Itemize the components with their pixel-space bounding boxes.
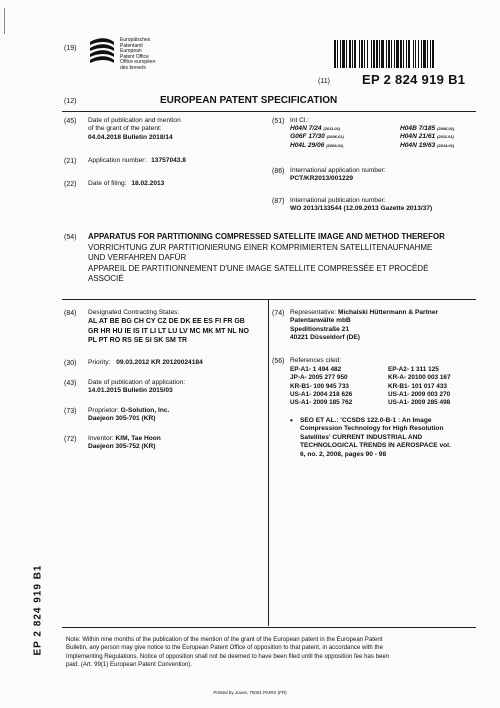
header-rule bbox=[62, 111, 476, 112]
inid-73: (73) bbox=[64, 408, 77, 415]
designated-states-line-2: GR HR HU IE IS IT LI LT LU LV MC MK MT NL NO bbox=[88, 327, 249, 335]
inid-87: (87) bbox=[272, 198, 285, 205]
office-line-6: des brevets bbox=[120, 64, 146, 71]
representative-name: Michalski Hüttermann & Partner bbox=[338, 309, 439, 316]
side-publication-number-text: EP 2 824 919 B1 bbox=[32, 564, 44, 656]
intl-publication-field bbox=[290, 197, 432, 214]
reference-row bbox=[290, 374, 457, 382]
inid-86: (86) bbox=[272, 168, 285, 175]
int-cl-date: (2006.01) bbox=[326, 142, 344, 148]
grant-date-label-1: Date of publication and mention bbox=[88, 117, 181, 124]
office-line-4: Patent Office bbox=[120, 53, 149, 60]
reference-cell: KR-B1- 100 945 733 bbox=[290, 382, 349, 390]
int-cl-date: (2006.01) bbox=[326, 134, 344, 140]
intl-application-label: International application number: bbox=[290, 167, 386, 174]
priority-value: 09.03.2012 KR 20120024184 bbox=[116, 359, 203, 366]
npl-reference bbox=[300, 417, 480, 459]
designated-states-line-3: PL PT RO RS SE SI SK SM TR bbox=[88, 337, 188, 345]
title-english: APPARATUS FOR PARTITIONING COMPRESSED SATELLITE IMAGE AND METHOD THEREFOR bbox=[88, 232, 445, 241]
printer-line: Printed by Jouve, 75001 PARIS (FR) bbox=[213, 690, 287, 695]
inid-21: (21) bbox=[64, 158, 77, 165]
publication-number: EP 2 824 919 B1 bbox=[362, 72, 466, 87]
int-cl-date: (2014.01) bbox=[437, 142, 455, 148]
office-line-1: Europäisches bbox=[120, 37, 151, 43]
filing-date-label: Date of filing: bbox=[88, 180, 127, 187]
column-divider bbox=[268, 300, 269, 626]
inid-54: (54) bbox=[64, 234, 77, 241]
int-cl-code: G06F 17/30 bbox=[290, 133, 325, 141]
office-line-2: Patentamt bbox=[120, 42, 143, 49]
designated-states-line-1: AL AT BE BG CH CY CZ DE DK EE ES FI FR GB bbox=[88, 318, 245, 326]
npl-line-4: TECHNOLOGICAL TRENDS IN AEROSPACE vol. bbox=[300, 442, 451, 450]
npl-bullet: • bbox=[290, 416, 293, 425]
reference-cell: EP-A1- 1 494 482 bbox=[290, 366, 342, 373]
int-cl-row bbox=[290, 142, 480, 150]
title-french-2: ASSOCIÉ bbox=[88, 274, 124, 284]
document-title: EUROPEAN PATENT SPECIFICATION bbox=[160, 95, 338, 106]
reference-row bbox=[290, 366, 457, 374]
office-line-5: Office européen bbox=[120, 59, 156, 66]
reference-row bbox=[290, 391, 457, 399]
reference-cell: JP-A- 2005 277 950 bbox=[290, 374, 348, 382]
inventor-label: Inventor: bbox=[88, 435, 114, 442]
epo-logo-icon bbox=[88, 38, 116, 64]
priority-field bbox=[88, 359, 203, 367]
inventor-field bbox=[88, 435, 161, 452]
side-publication-number bbox=[30, 560, 46, 660]
int-cl-code: H04N 19/63 bbox=[400, 141, 436, 149]
int-cl-row bbox=[290, 125, 480, 133]
npl-line-3: Satellites' CURRENT INDUSTRIAL AND bbox=[300, 433, 423, 441]
designated-states-field bbox=[88, 309, 249, 346]
int-cl-code: H04N 21/61 bbox=[400, 133, 436, 141]
reference-cell: US-A1- 2009 003 270 bbox=[388, 390, 451, 398]
int-cl-date: (2011.01) bbox=[323, 126, 341, 131]
reference-cell: EP-A2- 1 311 125 bbox=[388, 366, 439, 373]
int-cl-code: H04B 7/185 bbox=[400, 125, 436, 132]
inid-19: (19) bbox=[64, 45, 77, 52]
inid-11: (11) bbox=[318, 78, 330, 85]
references-table bbox=[290, 366, 457, 407]
int-cl-list bbox=[290, 125, 480, 150]
references-label: References cited: bbox=[290, 357, 342, 364]
application-publication-field bbox=[88, 379, 185, 396]
npl-line-5: 6, no. 2, 2008, pages 90 - 98 bbox=[300, 450, 387, 458]
inid-45: (45) bbox=[64, 118, 77, 125]
title-german-2: UND VERFAHREN DAFÜR bbox=[88, 253, 187, 263]
reference-cell: US-A1- 2009 185 762 bbox=[290, 399, 353, 407]
reference-row bbox=[290, 383, 457, 391]
notice-line-2: Bulletin, any person may give notice to the European Patent Office of opposition to that patent, in accordance with the bbox=[66, 644, 383, 652]
int-cl-code: H04L 29/06 bbox=[290, 141, 325, 149]
filing-date-value: 18.02.2013 bbox=[131, 180, 165, 187]
inid-56: (56) bbox=[272, 358, 285, 365]
section-rule bbox=[62, 299, 476, 300]
int-cl-label: Int Cl.: bbox=[290, 117, 310, 124]
reference-cell: US-A1- 2009 285 498 bbox=[388, 399, 451, 407]
notice-line-1: Note: Within nine months of the publication of the mention of the grant of the European patent in the European Patent bbox=[66, 636, 383, 643]
proprietor-address: Daejeon 305-701 (KR) bbox=[88, 415, 156, 423]
notice-rule bbox=[62, 627, 476, 628]
npl-line-2: Compression Technology for High Resolution bbox=[300, 425, 444, 433]
inid-74: (74) bbox=[272, 310, 285, 317]
inid-22: (22) bbox=[64, 181, 77, 188]
priority-label: Priority: bbox=[88, 359, 111, 366]
inid-43: (43) bbox=[64, 380, 77, 387]
proprietor-field bbox=[88, 407, 169, 424]
office-name bbox=[120, 38, 156, 72]
representative-line-2: Patentanwälte mbB bbox=[290, 317, 351, 325]
designated-states-label: Designated Contracting States: bbox=[88, 309, 180, 316]
int-cl-date: (2011.01) bbox=[437, 134, 454, 140]
opposition-notice bbox=[66, 636, 476, 669]
invention-title-block bbox=[88, 232, 480, 285]
application-publication-value: 14.01.2015 Bulletin 2015/03 bbox=[88, 387, 173, 395]
application-publication-label: Date of publication of application: bbox=[88, 379, 186, 386]
notice-line-4: paid. (Art. 99(1) European Patent Convention). bbox=[66, 660, 193, 668]
reference-cell: KR-A- 20100 003 167 bbox=[388, 374, 451, 382]
proprietor-label: Proprietor: bbox=[88, 407, 119, 414]
barcode-icon bbox=[334, 40, 472, 68]
representative-line-3: Speditionstraße 21 bbox=[290, 325, 349, 333]
reference-cell: KR-B1- 101 017 433 bbox=[388, 382, 447, 390]
application-number-value: 13757043.8 bbox=[151, 157, 186, 164]
int-cl-date: (2006.01) bbox=[437, 126, 455, 131]
inid-30: (30) bbox=[64, 360, 77, 367]
int-cl-row bbox=[290, 133, 480, 141]
inid-72: (72) bbox=[64, 436, 77, 443]
application-number-label: Application number: bbox=[88, 157, 147, 164]
inid-84: (84) bbox=[64, 310, 77, 317]
scan-mark bbox=[4, 8, 5, 34]
intl-publication-label: International publication number: bbox=[290, 197, 386, 204]
office-line-3: European bbox=[120, 48, 142, 55]
intl-publication-value: WO 2013/133544 (12.09.2013 Gazette 2013/37) bbox=[290, 205, 433, 213]
grant-date-field bbox=[88, 117, 181, 142]
title-french-1: APPAREIL DE PARTITIONNEMENT D'UNE IMAGE SATELLITE COMPRESSÉE ET PROCÉDÉ bbox=[88, 263, 429, 273]
intl-application-field bbox=[290, 167, 386, 184]
inid-51: (51) bbox=[272, 118, 285, 125]
inventor-address: Daejeon 305-752 (KR) bbox=[88, 443, 156, 451]
npl-line-1: SEO ET AL.: 'CCSDS 122.0-B-1 : An Image bbox=[300, 417, 432, 424]
grant-date-label-2: of the grant of the patent: bbox=[88, 125, 162, 133]
intl-application-value: PCT/KR2013/001229 bbox=[290, 175, 354, 183]
inid-12: (12) bbox=[64, 98, 77, 105]
proprietor-name: G-Solution, Inc. bbox=[120, 407, 170, 414]
inventor-name: KIM, Tae Hoon bbox=[115, 435, 161, 442]
int-cl-code: H04N 7/24 bbox=[290, 125, 322, 132]
grant-date-value: 04.04.2018 Bulletin 2018/14 bbox=[88, 133, 173, 141]
reference-row bbox=[290, 399, 457, 407]
representative-label: Representative: bbox=[290, 309, 337, 316]
filing-date-field bbox=[88, 180, 164, 188]
reference-cell: US-A1- 2004 218 626 bbox=[290, 390, 353, 398]
title-german-1: VORRICHTUNG ZUR PARTITIONIERUNG EINER KOMPRIMIERTEN SATELLITENAUFNAHME bbox=[88, 242, 433, 252]
notice-line-3: Implementing Regulations. Notice of opposition shall not be deemed to have been filed until the opposition fee has been bbox=[66, 652, 390, 660]
representative-field bbox=[290, 309, 438, 343]
application-number-field bbox=[88, 157, 186, 165]
representative-line-4: 40221 Düsseldorf (DE) bbox=[290, 334, 360, 342]
